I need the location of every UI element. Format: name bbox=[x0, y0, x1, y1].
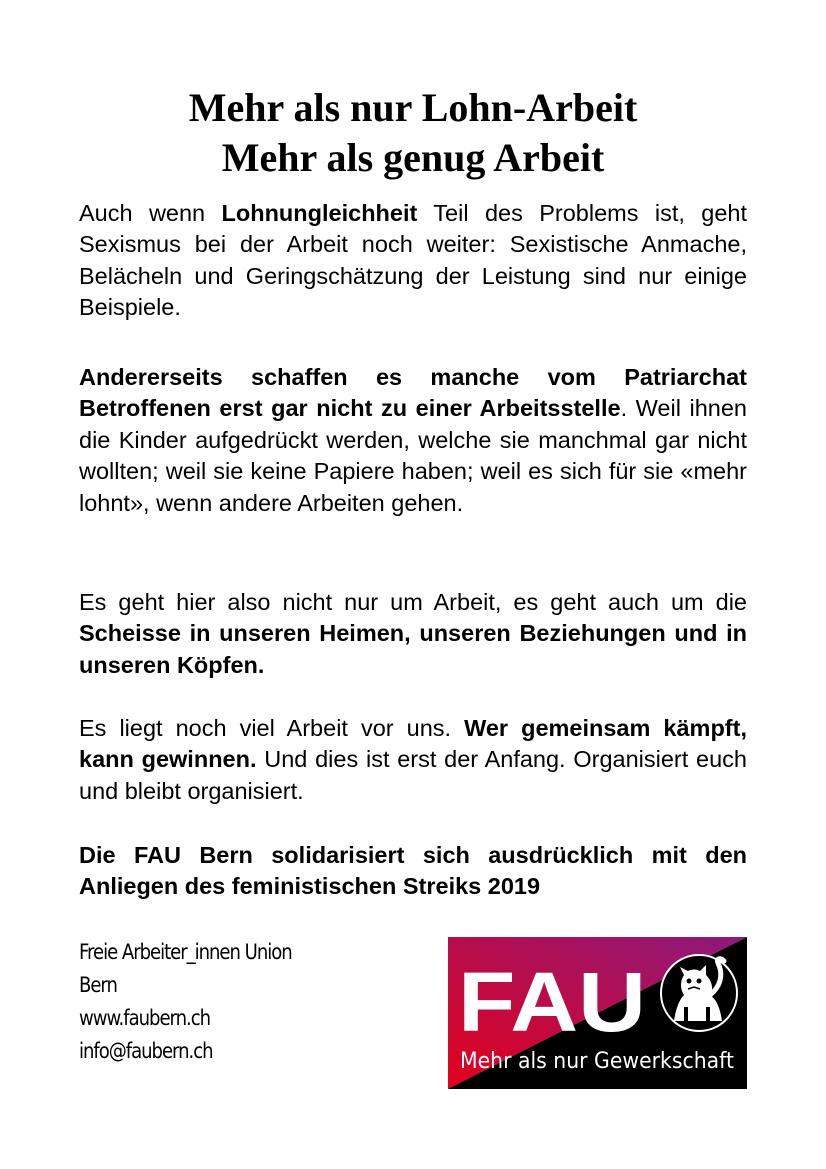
organization-city: Bern bbox=[79, 973, 117, 997]
paragraph-bold-text: Andererseits schaffen es manche vom Patriarchat Betroffenen erst gar nicht zu einer Arbeitsstelle bbox=[79, 364, 747, 422]
logo-letters: FAU bbox=[458, 955, 646, 1049]
paragraph-text: Es liegt noch viel Arbeit vor uns. bbox=[79, 715, 465, 741]
paragraph-bold-text: Wer gemeinsam kämpft, kann gewinnen. bbox=[79, 715, 747, 773]
logo-slogan: Mehr als nur Gewerkschaft bbox=[460, 1049, 735, 1074]
paragraph-beyond-work bbox=[79, 587, 747, 681]
paragraph-bold-text: Die FAU Bern solidarisiert sich ausdrücklich mit den Anliegen des feministischen Streiks 2019 bbox=[79, 842, 747, 900]
paragraph-organize bbox=[79, 713, 747, 807]
page-title-line-1: Mehr als nur Lohn-Arbeit bbox=[188, 85, 638, 130]
fau-logo bbox=[448, 937, 747, 1089]
paragraph-text: Auch wenn bbox=[79, 200, 222, 226]
contact-block bbox=[79, 936, 337, 1068]
paragraph-text: Es geht hier also nicht nur um Arbeit, es geht auch um die bbox=[79, 589, 747, 615]
paragraph-wage-inequality bbox=[79, 198, 747, 324]
organization-name: Freie Arbeiter_innen Union bbox=[79, 940, 292, 964]
email-link[interactable]: info@faubern.ch bbox=[79, 1039, 213, 1063]
paragraph-text: Teil des Problems ist, geht Sexismus bei der Arbeit noch weiter: Sexistische Anmache, Belächeln und Geringschätzung der Leistung sind nur einige Beispiele. bbox=[79, 200, 747, 321]
paragraph-text: . Weil ihnen die Kinder aufgedrückt werden, welche sie manchmal gar nicht wollten; weil sie keine Papiere haben; weil es sich für sie «mehr lohnt», wenn andere Arbeiten gehen. bbox=[79, 395, 747, 516]
paragraph-patriarchy bbox=[79, 362, 747, 519]
paragraph-solidarity bbox=[79, 840, 747, 903]
page-title-line-2: Mehr als genug Arbeit bbox=[221, 135, 605, 180]
paragraph-text: Und dies ist erst der Anfang. Organisiert euch und bleibt organisiert. bbox=[79, 746, 747, 804]
black-cat-icon bbox=[661, 955, 737, 1031]
paragraph-bold-text: Lohnungleichheit bbox=[221, 200, 418, 226]
paragraph-bold-text: Scheisse in unseren Heimen, unseren Beziehungen und in unseren Köpfen. bbox=[79, 620, 747, 678]
website-link[interactable]: www.faubern.ch bbox=[79, 1006, 211, 1030]
